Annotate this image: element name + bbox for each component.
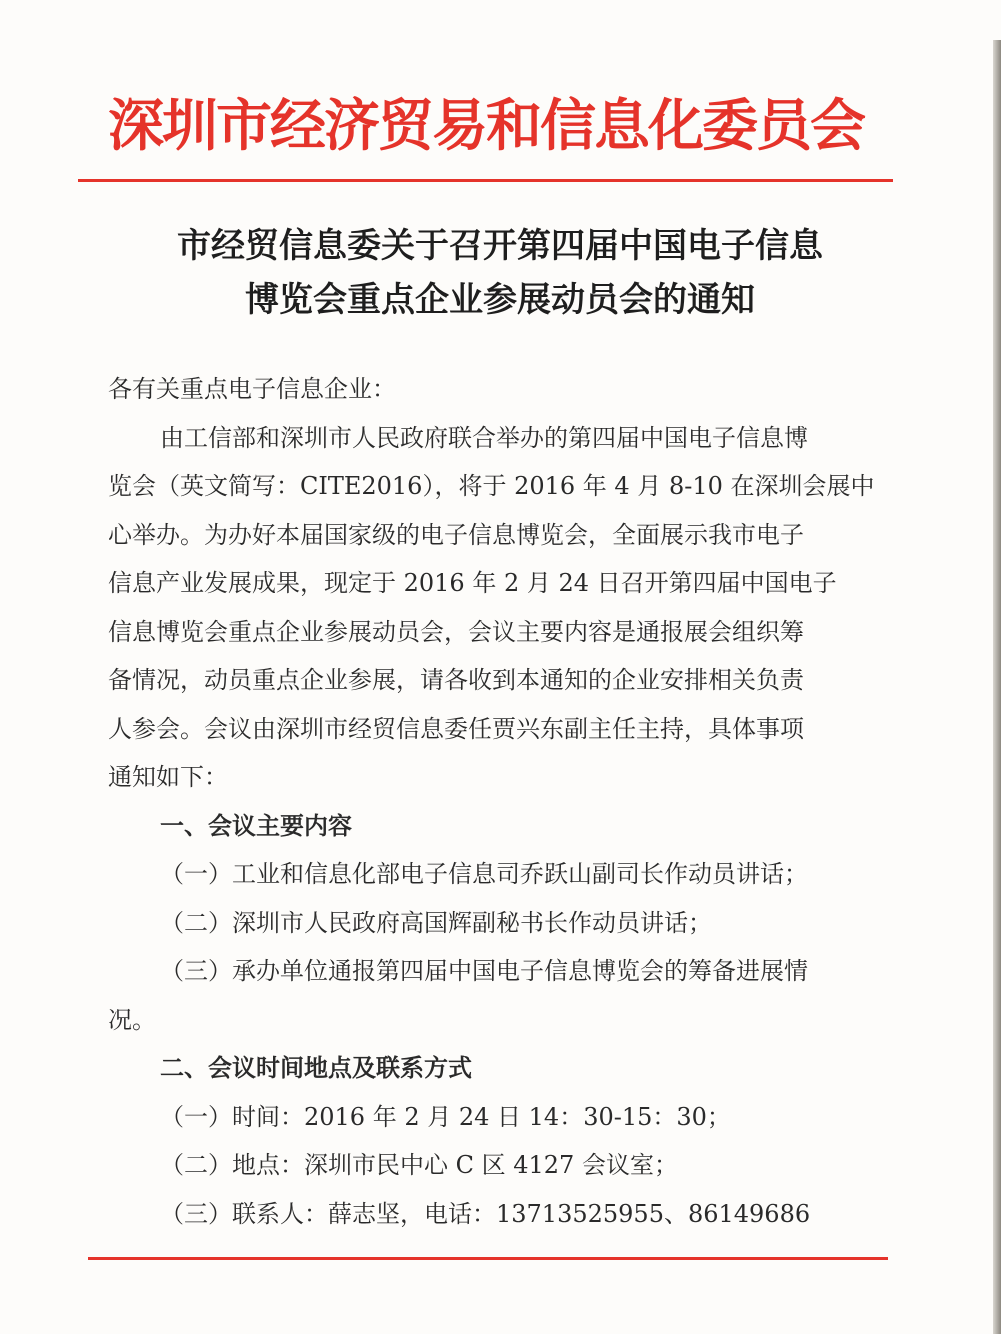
paragraph-line: 心举办。为办好本届国家级的电子信息博览会，全面展示我市电子 xyxy=(108,520,804,549)
paragraph-line: 览会（英文简写：CITE2016），将于 2016 年 4 月 8-10 在深圳会展中 xyxy=(108,472,875,500)
paragraph-line: 信息产业发展成果，现定于 2016 年 2 月 24 日召开第四届中国电子 xyxy=(108,569,837,597)
section-2-heading: 二、会议时间地点及联系方式 xyxy=(160,1053,472,1082)
section-1-heading: 一、会议主要内容 xyxy=(160,810,352,840)
meeting-time: （一）时间：2016 年 2 月 24 日 14：30-15：30； xyxy=(160,1102,731,1131)
section-1-item-2: （二）深圳市人民政府高国辉副秘书长作动员讲话； xyxy=(160,908,712,937)
meeting-contact: （三）联系人：薛志坚，电话：13713525955、86149686 xyxy=(160,1199,811,1228)
paragraph-line: 由工信部和深圳市人民政府联合举办的第四届中国电子信息博 xyxy=(160,423,808,452)
paragraph-line: 备情况，动员重点企业参展，请各收到本通知的企业安排相关负责 xyxy=(108,666,804,694)
salutation: 各有关重点电子信息企业： xyxy=(108,375,396,403)
meeting-location: （二）地点：深圳市民中心 C 区 4127 会议室； xyxy=(160,1151,678,1179)
letterhead-org-name: 深圳市经济贸易和信息化委员会 xyxy=(108,94,864,159)
letterhead-red-rule xyxy=(78,179,893,182)
notice-title-line-1: 市经贸信息委关于召开第四届中国电子信息 xyxy=(177,226,823,266)
paragraph-line: 通知如下： xyxy=(108,763,228,791)
paragraph-line: 人参会。会议由深圳市经贸信息委任贾兴东副主任主持，具体事项 xyxy=(108,714,804,743)
paragraph-line: 信息博览会重点企业参展动员会，会议主要内容是通报展会组织筹 xyxy=(108,617,804,646)
notice-body xyxy=(108,365,876,1238)
section-1-item-3: （三）承办单位通报第四届中国电子信息博览会的筹备进展情 xyxy=(160,957,808,985)
section-1-item-3-continued: 况。 xyxy=(108,1005,156,1034)
section-1-item-1: （一）工业和信息化部电子信息司乔跃山副司长作动员讲话； xyxy=(160,860,808,888)
scan-edge-shadow xyxy=(993,40,1001,1334)
footer-red-rule xyxy=(88,1257,888,1260)
notice-title-line-2: 博览会重点企业参展动员会的通知 xyxy=(245,280,755,320)
